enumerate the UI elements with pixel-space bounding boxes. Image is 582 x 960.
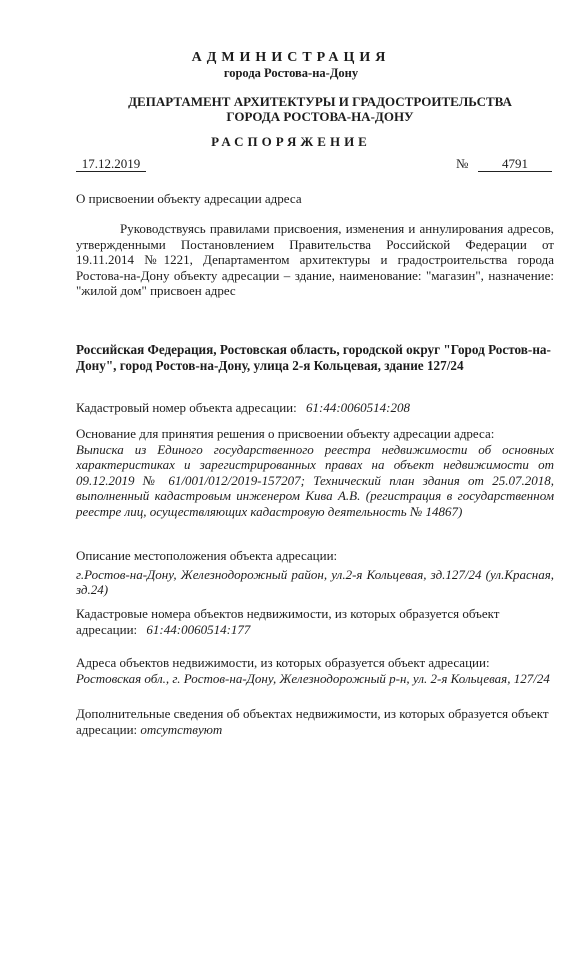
additional-value: отсутствуют [140,721,223,737]
department-line-1: ДЕПАРТАМЕНТ АРХИТЕКТУРЫ И ГРАДОСТРОИТЕЛЬСТВА [128,94,512,109]
additional-section [76,706,554,737]
number-label: № [456,156,469,171]
basis-label: Основание для принятия решения о присвоении объекту адресации адреса: [76,426,495,441]
cadastral-label: Кадастровый номер объекта адресации: [76,400,297,415]
location-label: Описание местоположения объекта адресации: [76,548,338,563]
cadastral-value: 61:44:0060514:208 [306,400,410,415]
source-cadastral-label: Кадастровые номера объектов недвижимости, из которых образуется объект адресации: [76,606,500,637]
location-section [76,548,554,598]
source-addresses-label: Адреса объектов недвижимости, из которых образуется объект адресации: [76,655,490,670]
source-addresses-value: Ростовская обл., г. Ростов-на-Дону, Железнодорожный р-н, ул. 2-я Кольцевая, 127/24 [76,670,550,686]
header-administration: АДМИНИСТРАЦИЯ [191,50,391,65]
header-department [40,94,582,124]
location-value: г.Ростов-на-Дону, Железнодорожный район, ул.2-я Кольцевая, зд.127/24 (ул.Красная, зд.24) [76,566,554,597]
document-subject: О присвоении объекту адресации адреса [76,191,302,206]
basis-value: Выписка из Единого государственного реестра недвижимости об основных характеристиках и зарегистрированных правах на объект недвижимости от 09.12.2019 № 61/001/012/2019-157207; Технический план здания от 25.07.2018, выполненный кадастровым инженером Кива А.В. (регистрация в государственном реестре лиц, осуществляющих кадастровую деятельность № 14867) [76,441,554,519]
basis-section [76,426,554,519]
source-cadastral-section [76,606,554,637]
additional-label: Дополнительные сведения об объектах недвижимости, из которых образуется объект адресации: [76,706,549,737]
assigned-address: Российская Федерация, Ростовская область, городской округ "Город Ростов-на-Дону", город Ростов-на-Дону, улица 2-я Кольцевая, здание 127/24 [76,342,551,373]
document-date: 17.12.2019 [76,156,146,172]
source-cadastral-value: 61:44:0060514:177 [146,621,251,637]
department-line-2: ГОРОДА РОСТОВА-НА-ДОНУ [226,109,414,124]
document-type: РАСПОРЯЖЕНИЕ [211,134,371,149]
cadastral-section [76,400,554,416]
header-city: города Ростова-на-Дону [223,66,359,80]
intro-paragraph: Руководствуясь правилами присвоения, изменения и аннулирования адресов, утвержденными Постановлением Правительства Российской Федерации от 19.11.2014 №1221, Департаментом архитектуры и градостроительства города Ростова-на-Дону объекту адресации – здание, наименование: "магазин", назначение: "жилой дом" присвоен адрес [76,221,554,298]
document-number: 4791 [478,156,552,172]
source-addresses-section [76,655,554,686]
